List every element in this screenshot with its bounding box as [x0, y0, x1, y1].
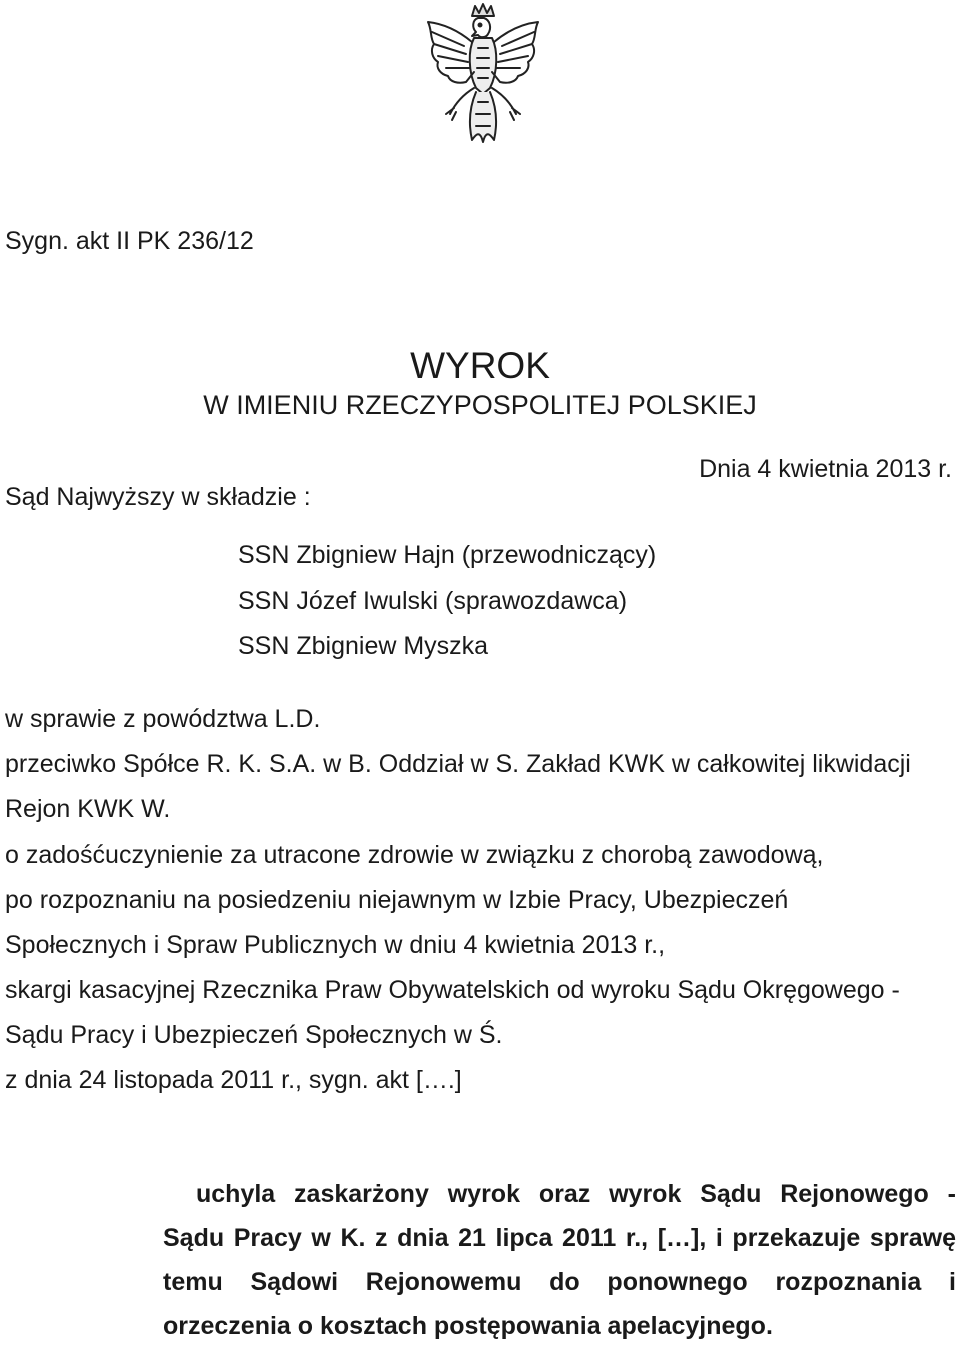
court-member: SSN Zbigniew Myszka: [238, 632, 489, 660]
case-line-appeal: skargi kasacyjnej Rzecznika Praw Obywatelskich od wyroku Sądu Okręgowego -: [5, 976, 900, 1004]
case-line-defendant: przeciwko Spółce R. K. S.A. w B. Oddział w S. Zakład KWK w całkowitej likwidacji: [5, 750, 911, 778]
case-line-appeal-date: z dnia 24 listopada 2011 r., sygn. akt [….]: [5, 1066, 462, 1094]
document-title: WYROK: [410, 345, 550, 386]
court-member-rapporteur: SSN Józef Iwulski (sprawozdawca): [238, 587, 628, 615]
case-line-defendant-cont: Rejon KWK W.: [5, 795, 171, 823]
case-line-appeal-court: Sądu Pracy i Ubezpieczeń Społecznych w Ś.: [5, 1021, 503, 1049]
case-line-subject: o zadośćuczynienie za utracone zdrowie w związku z chorobą zawodową,: [5, 841, 824, 869]
case-line-plaintiff: w sprawie z powództwa L.D.: [5, 705, 321, 733]
ruling-line: temu Sądowi Rejonowemu do ponownego rozpoznania i: [163, 1268, 956, 1296]
ruling-operative-part: [163, 1172, 956, 1348]
polish-eagle-emblem-icon: [420, 2, 546, 152]
case-signature: Sygn. akt II PK 236/12: [5, 227, 254, 255]
case-line-hearing-cont: Społecznych i Spraw Publicznych w dniu 4 kwietnia 2013 r.,: [5, 931, 666, 959]
ruling-line: uchyla zaskarżony wyrok oraz wyrok Sądu Rejonowego -: [196, 1180, 956, 1208]
case-line-hearing: po rozpoznaniu na posiedzeniu niejawnym w Izbie Pracy, Ubezpieczeń: [5, 886, 789, 914]
document-subtitle: W IMIENIU RZECZYPOSPOLITEJ POLSKIEJ: [203, 390, 757, 420]
ruling-line: Sądu Pracy w K. z dnia 21 lipca 2011 r., […], i przekazuje sprawę: [163, 1224, 956, 1252]
court-composition-label: Sąd Najwyższy w składzie :: [5, 483, 311, 511]
ruling-line: orzeczenia o kosztach postępowania apelacyjnego.: [163, 1312, 773, 1340]
judgment-date: Dnia 4 kwietnia 2013 r.: [699, 455, 952, 483]
court-member-presiding: SSN Zbigniew Hajn (przewodniczący): [238, 541, 657, 569]
